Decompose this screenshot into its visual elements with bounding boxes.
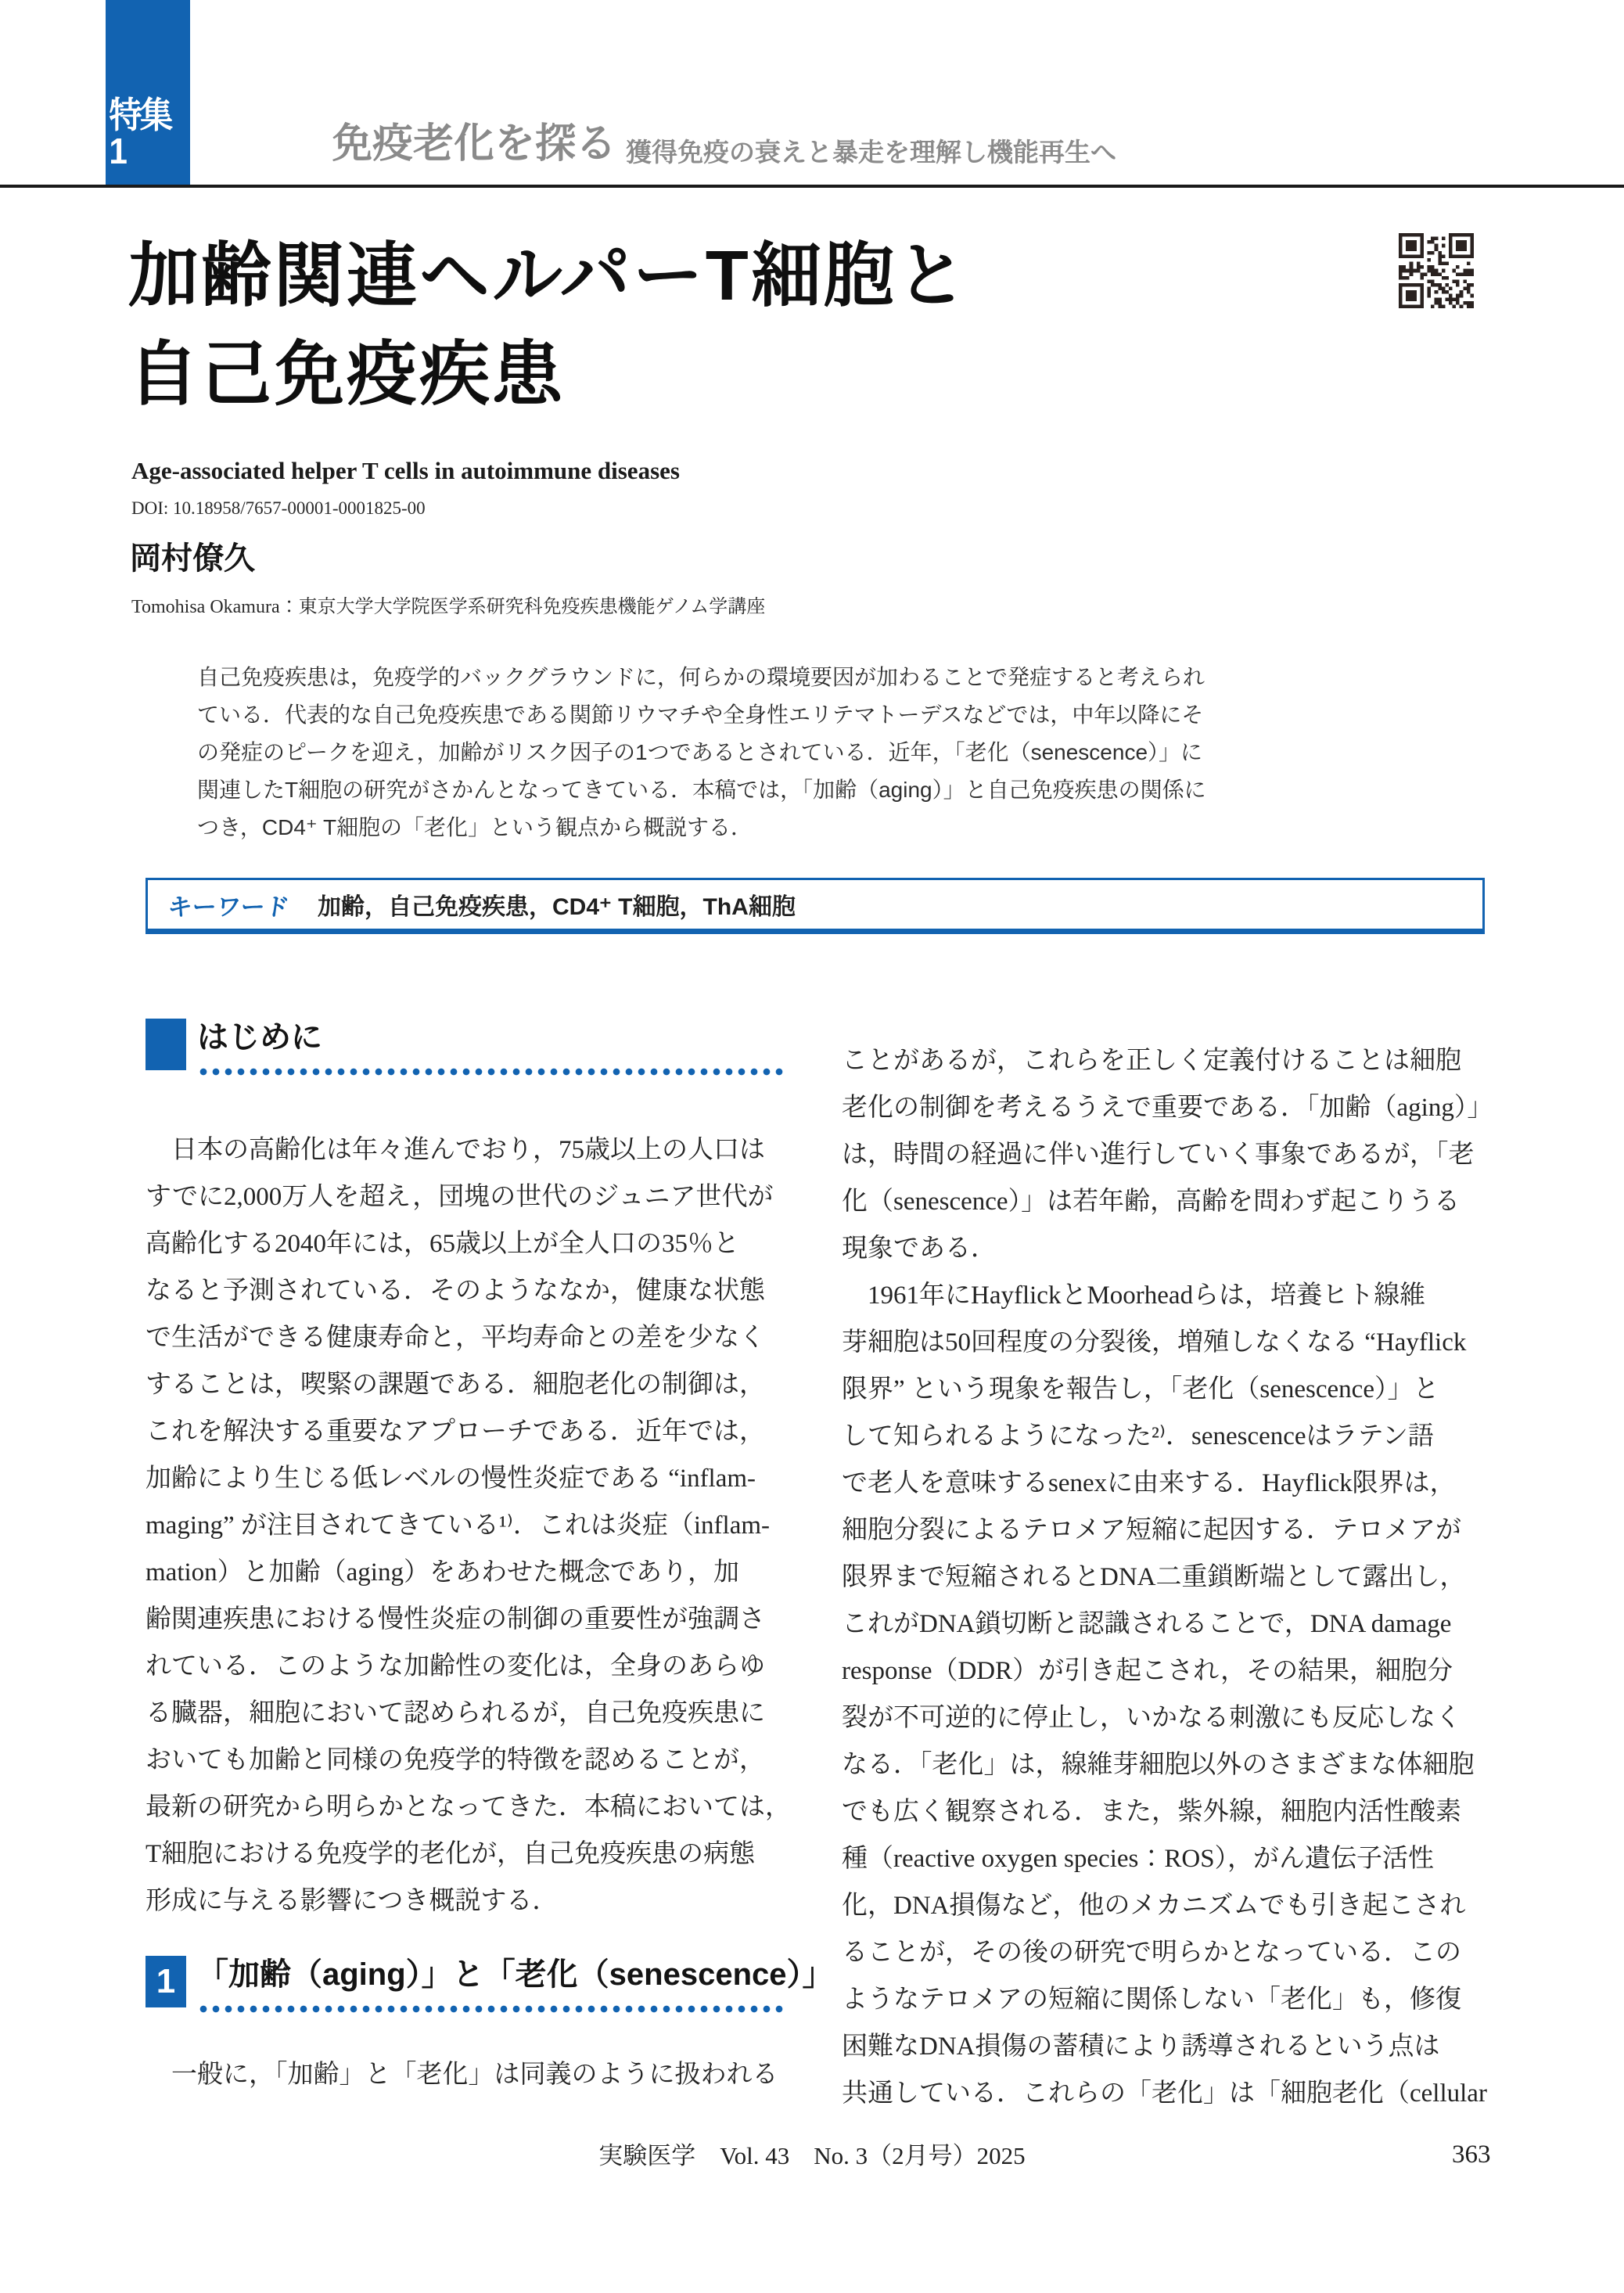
section-title-1: 「加齢（aging）」と「老化（senescence）」 [197, 1957, 834, 1992]
text-line: 化，DNA損傷など，他のメカニズムでも引き起こされ [842, 1892, 1466, 1920]
text-line: 自己免疫疾患は，免疫学的バックグラウンドに，何らかの環境要因が加わることで発症すると考えられ [197, 665, 1205, 689]
author-name: 岡村僚久 [130, 541, 255, 576]
section-dotted-rule [197, 1067, 784, 1076]
text-line: 形成に与える影響につき概説する． [146, 1887, 559, 1915]
text-line: 細胞分裂によるテロメア短縮に起因する．テロメアが [842, 1516, 1461, 1544]
text-line: 裂が不可逆的に停止し，いかなる刺激にも反応しなく [842, 1704, 1461, 1732]
text-line: れている．このような加齢性の変化は，全身のあらゆ [146, 1652, 765, 1680]
keyword-label: キーワード [166, 893, 292, 921]
text-line: ことがあるが，これらを正しく定義付けることは細胞 [842, 1047, 1461, 1075]
text-line: おいても加齢と同様の免疫学的特徴を認めることが， [146, 1746, 765, 1774]
text-line: mation）と加齢（aging）をあわせた概念であり，加 [146, 1558, 739, 1587]
article-title-line1: 加齢関連ヘルパーT細胞と [128, 237, 969, 315]
text-line: T細胞における免疫学的老化が，自己免疫疾患の病態 [146, 1840, 756, 1868]
feature-subtitle: 獲得免疫の衰えと暴走を理解し機能再生へ [626, 138, 1116, 167]
section-marker-square [146, 1019, 186, 1070]
feature-title: 免疫老化を探る [332, 121, 617, 167]
text-line: 現象である． [842, 1235, 997, 1263]
text-line: 芽細胞は50回程度の分裂後，増殖しなくなる “Hayflick [842, 1328, 1467, 1357]
footer-journal-info: 実験医学 Vol. 43 No. 3（2月号）2025 [598, 2142, 1026, 2169]
text-line: 共通している．これらの「老化」は「細胞老化（cellular [842, 2079, 1487, 2108]
abstract-text [197, 659, 1514, 846]
text-line: で老人を意味するsenexに由来する．Hayflick限界は， [842, 1469, 1456, 1497]
text-line: 加齢により生じる低レベルの慢性炎症である “inflam- [146, 1465, 756, 1493]
feature-number-label: 特集1 [109, 95, 171, 171]
header-divider [0, 185, 1624, 188]
text-line: これがDNA鎖切断と認識されることで，DNA damage [842, 1610, 1452, 1638]
article-title-english: Age-associated helper T cells in autoimmune diseases [131, 457, 680, 484]
section-heading-intro [146, 1019, 787, 1081]
text-line: なる．「老化」は，線維芽細胞以外のさまざまな体細胞 [842, 1751, 1475, 1779]
section-heading-1 [146, 1956, 834, 2018]
text-line: は，時間の経過に伴い進行していく事象であるが，「老 [842, 1141, 1475, 1169]
text-line: 高齢化する2040年には，65歳以上が全人口の35％と [146, 1230, 739, 1258]
text-line: 1961年にHayflickとMoorheadらは，培養ヒト線維 [842, 1281, 1426, 1310]
text-line: ることが，その後の研究で明らかとなっている．この [842, 1939, 1461, 1967]
text-line: つき，CD4⁺ T細胞の「老化」という観点から概説する． [197, 815, 753, 839]
keyword-box [146, 878, 1485, 934]
section-number-square: 1 [146, 1956, 186, 2007]
text-line: でも広く観察される．また，紫外線，細胞内活性酸素 [842, 1798, 1461, 1826]
text-line: maging” が注目されてきている¹⁾．これは炎症（inflam- [146, 1511, 771, 1540]
text-line: response（DDR）が引き起こされ，その結果，細胞分 [842, 1657, 1453, 1685]
text-line: 老化の制御を考えるうえで重要である．「加齢（aging）」 [842, 1094, 1493, 1122]
text-line: して知られるようになった²⁾．senescenceはラテン語 [842, 1422, 1434, 1450]
text-line: ようなテロメアの短縮に関係しない「老化」も，修復 [842, 1986, 1461, 2014]
left-column-paragraph [146, 1127, 790, 1925]
text-line: る臓器，細胞において認められるが，自己免疫疾患に [146, 1699, 765, 1727]
text-line: で生活ができる健康寿命と，平均寿命との差を少なく [146, 1324, 765, 1352]
text-line: 関連したT細胞の研究がさかんとなってきている．本稿では，「加齢（aging）」と自己免疫疾患の関係に [197, 778, 1206, 802]
feature-number-box [106, 0, 190, 185]
text-line: 困難なDNA損傷の蓄積により誘導されるという点は [842, 2032, 1440, 2061]
text-line: 限界” という現象を報告し，「老化（senescence）」と [842, 1375, 1439, 1403]
keyword-list: 加齢，自己免疫疾患，CD4⁺ T細胞，ThA細胞 [318, 894, 796, 920]
footer-page-number: 363 [1452, 2140, 1491, 2169]
author-affiliation: Tomohisa Okamura：東京大学大学院医学系研究科免疫疾患機能ゲノム学講座 [131, 597, 766, 617]
article-title-line2: 自己免疫疾患 [128, 336, 565, 414]
text-line: 種（reactive oxygen species：ROS），がん遺伝子活性 [842, 1845, 1435, 1873]
section-title-intro: はじめに [197, 1020, 322, 1055]
text-line: なると予測されている．そのようななか，健康な状態 [146, 1277, 765, 1305]
qr-code-icon [1399, 233, 1474, 308]
text-line: 限界まで短縮されるとDNA二重鎖断端として露出し， [842, 1563, 1466, 1591]
text-line: 最新の研究から明らかとなってきた．本稿においては， [146, 1793, 791, 1821]
text-line: 齢関連疾患における慢性炎症の制御の重要性が強調さ [146, 1605, 765, 1633]
text-line: ている．代表的な自己免疫疾患である関節リウマチや全身性エリテマトーデスなどでは，中年以降にそ [197, 703, 1204, 727]
text-line: すでに2,000万人を超え，団塊の世代のジュニア世代が [146, 1183, 774, 1211]
text-line: 化（senescence）」は若年齢，高齢を問わず起こりうる [842, 1188, 1461, 1216]
text-line: することは，喫緊の課題である．細胞老化の制御は， [146, 1371, 765, 1399]
left-column-paragraph [146, 2051, 790, 2098]
doi-text: DOI: 10.18958/7657-00001-0001825-00 [131, 498, 426, 518]
text-line: 日本の高齢化は年々進んでおり，75歳以上の人口は [146, 1136, 765, 1164]
section-dotted-rule [197, 2004, 784, 2014]
text-line: の発症のピークを迎え，加齢がリスク因子の1つであるとされている．近年，「老化（senescence）」に [197, 740, 1203, 764]
right-column-paragraph [842, 1037, 1493, 2117]
text-line: 一般に，「加齢」と「老化」は同義のように扱われる [146, 2061, 778, 2089]
text-line: これを解決する重要なアプローチである．近年では， [146, 1418, 765, 1446]
